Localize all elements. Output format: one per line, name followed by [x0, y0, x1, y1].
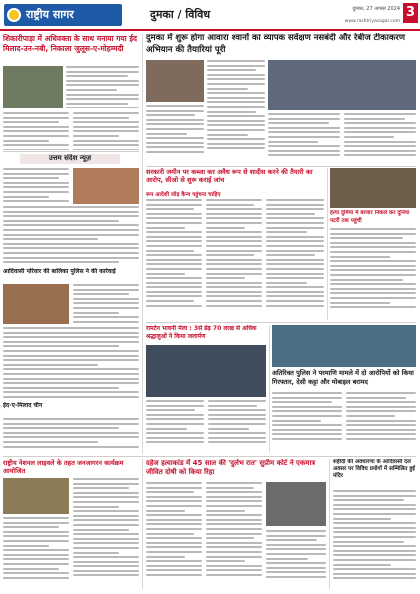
- story-photo: [146, 345, 266, 397]
- column-divider: [142, 34, 143, 454]
- story-body: [73, 478, 139, 588]
- story-body: [346, 392, 416, 452]
- story-body: [333, 490, 416, 588]
- story-headline: उत्तम संदेश न्यूज़: [20, 154, 120, 164]
- section-title: दुमका / विविध: [150, 8, 211, 21]
- story-body: [146, 199, 202, 319]
- brand-logo-icon: [7, 8, 21, 22]
- dateline: दुमका, 27 अगस्त 2024: [352, 6, 400, 12]
- story-photo: [330, 168, 416, 208]
- column-divider: [269, 325, 270, 453]
- story-body: [3, 206, 139, 266]
- story-body: [73, 112, 139, 150]
- page-number: 3: [403, 3, 418, 23]
- story-photo: [272, 325, 416, 367]
- story-body: [3, 418, 139, 450]
- story-body: [146, 482, 202, 588]
- story-body: [272, 392, 342, 452]
- newspaper-brand: राष्ट्रीय सागर: [4, 4, 122, 26]
- story-photo: [73, 168, 139, 204]
- story-headline: हत्या दुमिया में बाजार निकल कर दुनिया पटरी तक पहुंची: [330, 210, 410, 224]
- column-divider: [327, 168, 328, 320]
- story-headline: आदिवासी परिवार की बालिका पुलिस ने की कार्रवाई: [3, 268, 116, 275]
- story-body: [3, 168, 69, 204]
- divider: [3, 151, 139, 152]
- story-headline: सरकारी जमीन पर कब्जा कर अवैध रूप से शादीस करने की तैयारी का आरोप, सीओ से शुरू कराई जांच: [146, 168, 313, 184]
- story-headline: ईद-ए-मिलाद चीन: [3, 402, 43, 409]
- story-headline: दहेज हत्याकांड में 45 साल की 'दुर्लभ रात' सुप्रीम कोर्ट ने एकमात्र जीवित दोषी को किया रिहा: [146, 459, 316, 476]
- divider: [3, 456, 416, 457]
- story-headline: शहीदी की अवधारणा के आदिवासी दल अवसर पर विविध प्रयोगों में सम्मिलित हुई मंदिर: [333, 459, 415, 479]
- column-divider: [142, 459, 143, 589]
- story-subhead: रूप आदेशी जोड़ कैन्य पहुंचना चाहिए: [146, 192, 221, 198]
- divider: [146, 322, 416, 323]
- story-headline: शिकारीपाड़ा में अधिवक्ता के साथ मनाया गया ईद मिलाद-उन-नबी, निकाला जुलूस-ए-मोहम्मदी: [3, 34, 137, 53]
- divider: [146, 166, 416, 167]
- story-body: [206, 199, 262, 319]
- story-body: [73, 284, 139, 324]
- lead-headline: दुमका में शुरू होगा आवारा श्वानों का व्यापक सर्वेक्षण नसबंदी और रेबीज टीकाकरण अभियान की तैयारियां पूरी: [146, 33, 406, 55]
- story-photo: [3, 66, 63, 108]
- story-headline: रामटेन भावनी मेला : 3से डेढ़ 70 लाख से अधिक श्रद्धालुओं ने किया जलार्पण: [146, 325, 257, 340]
- story-body: [208, 400, 266, 452]
- lead-photo-wide: [268, 60, 416, 110]
- story-photo: [3, 478, 69, 514]
- lead-body: [207, 60, 265, 160]
- story-body: [266, 199, 324, 319]
- column-divider: [329, 459, 330, 589]
- website-url: www.rashtriyasagar.com: [344, 19, 400, 24]
- story-body: [266, 530, 326, 588]
- story-body: [330, 228, 416, 320]
- story-body: [146, 400, 204, 452]
- story-photo: [266, 482, 326, 526]
- story-headline: अतिरिक्त पुलिस ने परमाणि मामले में दो आरोपियों को किया गिरफ्तार, देसी कट्टा और मोबाइल बरामद: [272, 369, 414, 386]
- story-headline: राष्ट्रीय नेशनल लाइवले के तहत जनजागरन कार्यक्रम आयोजित: [3, 459, 124, 475]
- story-body: [206, 482, 262, 588]
- header-rule: [0, 29, 420, 31]
- story-body: [3, 327, 139, 399]
- lead-body: [268, 113, 340, 163]
- lead-body: [344, 113, 416, 163]
- story-photo: [3, 284, 69, 324]
- lead-photo: [146, 60, 204, 102]
- story-body: [3, 517, 69, 589]
- lead-body: [146, 105, 204, 163]
- story-body: [66, 66, 139, 108]
- story-body: [3, 112, 69, 150]
